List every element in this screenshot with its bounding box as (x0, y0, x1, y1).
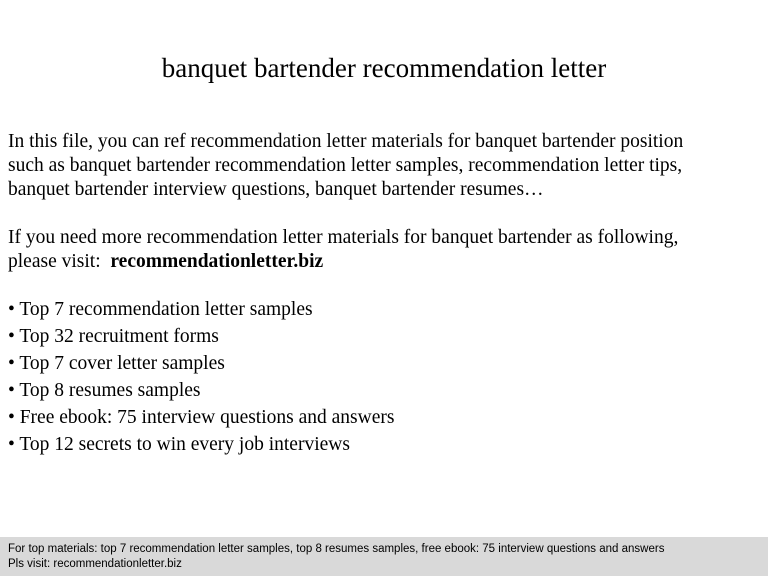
footer-bar (0, 537, 768, 576)
visit-prefix: please visit: (8, 251, 101, 272)
list-item: • Top 8 resumes samples (8, 380, 201, 401)
visit-paragraph (8, 226, 758, 274)
footer-line: Pls visit: recommendationletter.biz (8, 558, 182, 570)
list-item: • Top 12 secrets to win every job interviews (8, 434, 350, 455)
intro-line: banquet bartender interview questions, banquet bartender resumes… (8, 179, 544, 200)
intro-line: In this file, you can ref recommendation letter materials for banquet bartender position (8, 131, 684, 152)
list-item: • Top 32 recruitment forms (8, 326, 219, 347)
site-link[interactable]: recommendationletter.biz (110, 251, 324, 272)
visit-line: If you need more recommendation letter materials for banquet bartender as following, (8, 227, 679, 248)
list-item: • Free ebook: 75 interview questions and answers (8, 407, 395, 428)
intro-paragraph (8, 130, 758, 202)
intro-line: such as banquet bartender recommendation letter samples, recommendation letter tips, (8, 155, 683, 176)
body-content (8, 130, 758, 457)
list-item: • Top 7 cover letter samples (8, 353, 225, 374)
materials-list (8, 298, 758, 457)
page-title: banquet bartender recommendation letter (161, 53, 607, 83)
list-item: • Top 7 recommendation letter samples (8, 299, 313, 320)
footer-line: For top materials: top 7 recommendation letter samples, top 8 resumes samples, free ebook: 75 interview questions and answers (8, 543, 665, 555)
visit-line (8, 250, 758, 274)
